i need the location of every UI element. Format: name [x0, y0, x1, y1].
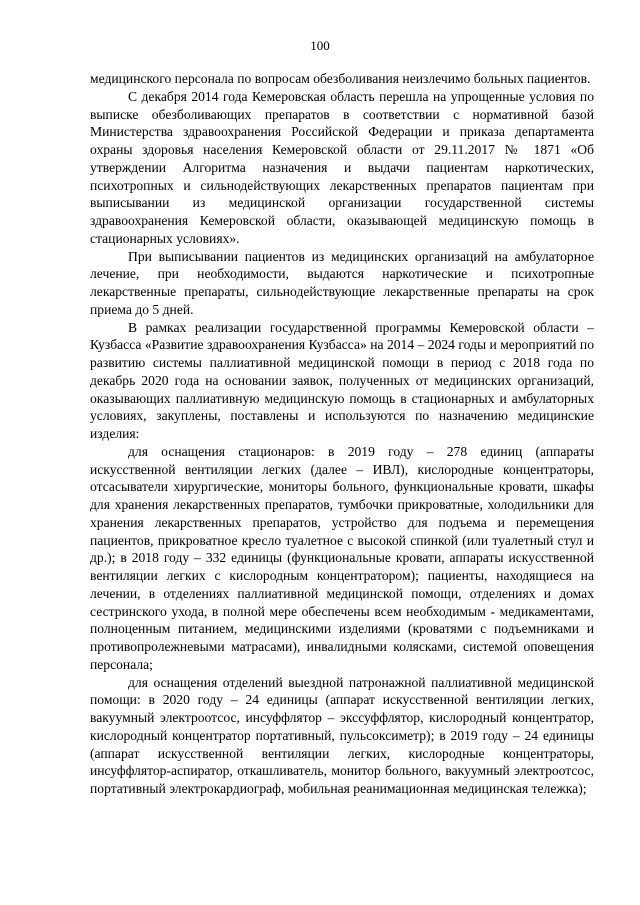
paragraph-regional-conditions: С декабря 2014 года Кемеровская область перешла на упрощенные условия по выписке обезболивающих препаратов в соответствии с нормативной базой Министерства здравоохранения Российской Федерации и приказа департамента охраны здоровья населения Кемеровской области от 29.11.2017 № 1871 «Об утверждении Алгоритма назначения и выдачи пациентам наркотических, психотропных и сильнодействующих лекарственных препаратов пациентам при выписывании из медицинской организации государственной системы здравоохранения Кемеровской области, оказывающей медицинскую помощь в стационарных условиях». [90, 88, 594, 246]
paragraph-discharge-dispensing: При выписывании пациентов из медицинских организаций на амбулаторное лечение, при необходимости, выдаются наркотические и психотропные лекарственные препараты, сильнодействующие лекарственные препараты на срок приема до 5 дней. [90, 248, 594, 317]
paragraph-mobile-team-equipment: для оснащения отделений выездной патронажной паллиативной медицинской помощи: в 2020 году – 24 единицы (аппарат искусственной вентиляции легких, вакуумный электроотсос, инсуффлятор – экссуффлятор, кислородный концентратор, кислородный концентратор портативный, пульсоксиметр); в 2019 году – 24 единицы (аппарат искусственной вентиляции легких, кислородные концентраторы, инсуффлятор-аспиратор, откашливатель, монитор больного, вакуумный электроотсос, портативный электрокардиограф, мобильная реанимационная медицинская тележка); [90, 674, 594, 796]
paragraph-state-program: В рамках реализации государственной программы Кемеровской области – Кузбасса «Развитие здравоохранения Кузбасса» на 2014 – 2024 годы и мероприятий по развитию системы паллиативной медицинской помощи в период с 2018 года по декабрь 2020 года на основании заявок, полученных от медицинских организаций, оказывающих паллиативную медицинскую помощь в стационарных и амбулаторных условиях, закуплены, поставлены и используются по назначению медицинские изделия: [90, 319, 594, 441]
paragraph-continuation: медицинского персонала по вопросам обезболивания неизлечимо больных пациентов. [90, 71, 591, 86]
paragraph-inpatient-equipment: для оснащения стационаров: в 2019 году – 278 единиц (аппараты искусственной вентиляции легких (далее – ИВЛ), кислородные концентраторы, отсасыватели хирургические, мониторы больного, функциональные кровати, шкафы для хранения лекарственных препаратов, тумбочки прикроватные, холодильники для хранения лекарственных препаратов, устройство для подъема и перемещения пациентов, прикроватное кресло туалетное с высокой спинкой (или туалетный стул и др.); в 2018 году – 332 единицы (функциональные кровати, аппараты искусственной вентиляции легких с кислородным концентратором); пациенты, находящиеся на лечении, в отделениях паллиативной медицинской помощи, отделениях и домах сестринского ухода, в полной мере обеспечены всем необходимым - медикаментами, полноценным питанием, медицинскими изделиями (кроватями с подъемниками и противопролежневыми матрасами), инвалидными колясками, системой оповещения персонала; [90, 443, 594, 672]
page-body [90, 70, 594, 798]
page-number: 100 [310, 38, 330, 53]
